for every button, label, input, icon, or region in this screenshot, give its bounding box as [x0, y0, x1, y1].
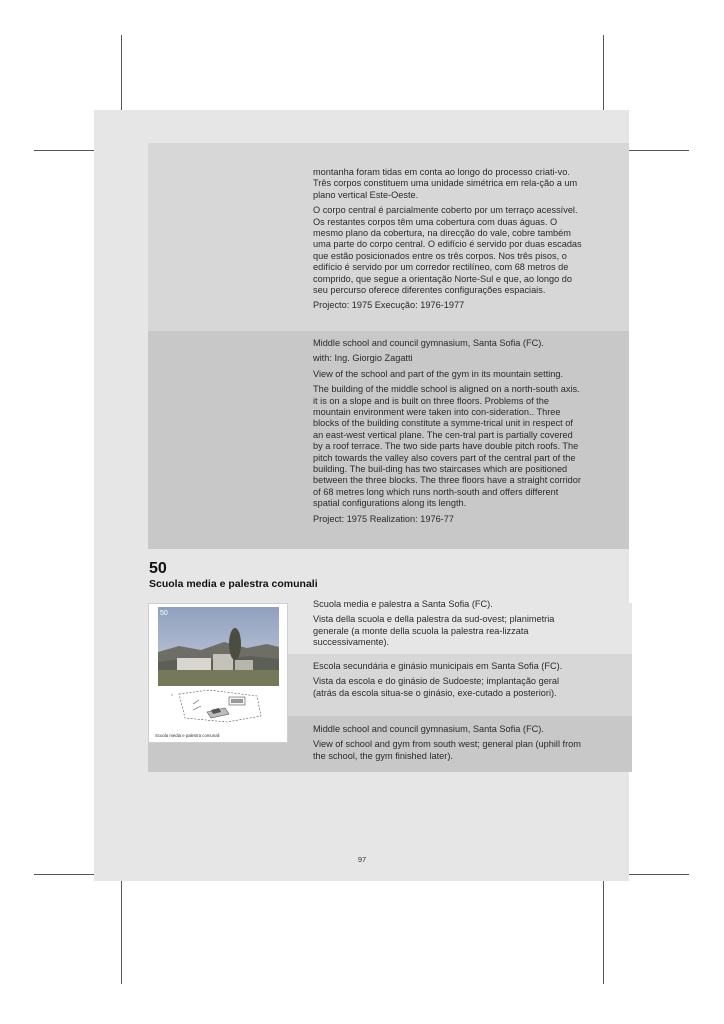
crop-mark-top-left-v [121, 35, 122, 110]
crop-mark-top-right-h [629, 150, 689, 151]
english-paragraph: The building of the middle school is aligned on a north-south axis. it is on a slope and is built on three floors. Problems of the mountain environment were taken into con-sideration.. Three blocks of the building constitute a symme-trical unit in respect of an east-west vertical plane. The cen-tral part is partially covered by a roof terrace. The two side parts have double pitch roofs. The pitch towards the valley also covers part of the central part of the building. The buil-ding has two staircases which are positioned between the three blocks. The three floors have a straight corridor of 68 metres long which runs north-south and offers different spatial configurations along its length. [313, 384, 581, 509]
italian-caption-body: Vista della scuola e della palestra da sud-ovest; planimetria generale (a monte della scuola la palestra rea-lizzata successivamente). [313, 614, 555, 648]
crop-mark-top-right-v [603, 35, 604, 110]
page-number: 97 [357, 855, 367, 864]
crop-mark-bottom-left-v [121, 881, 122, 984]
english-heading: Middle school and council gymnasium, Santa Sofia (FC). [313, 338, 544, 348]
site-plan-drawing [171, 690, 261, 722]
portuguese-paragraph-2: O corpo central é parcialmente coberto por um terraço acessível. Os restantes corpos têm uma cobertura com duas águas. O mesmo plano da cobertura, na direcção do vale, cobre também uma parte do corpo central. O edifício é servido por duas escadas que estão posicionados entre os três corpos. Nos três pisos, o edifício é servido por um corredor rectilíneo, com 68 metros de comprido, que segue a orientação Norte-Sul e que, ao longo do seu percurso oferece diferentes configurações espaciais. [313, 205, 582, 296]
crop-mark-top-left-h [34, 150, 94, 151]
english-description [313, 338, 583, 529]
entry-number: 50 [149, 560, 167, 577]
portuguese-caption [313, 661, 583, 703]
english-project-dates: Project: 1975 Realization: 1976-77 [313, 513, 454, 524]
italian-caption-heading: Scuola media e palestra a Santa Sofia (FC). [313, 599, 493, 609]
portuguese-caption-heading: Escola secundária e ginásio municipais em Santa Sofia (FC). [313, 661, 563, 671]
english-caption-heading: Middle school and council gymnasium, Santa Sofia (FC). [313, 724, 544, 734]
english-caption [313, 724, 583, 766]
italian-caption [313, 599, 583, 653]
crop-mark-bottom-right-h [629, 874, 689, 875]
thumbnail-artwork [149, 604, 287, 742]
portuguese-caption-body: Vista da escola e do ginásio de Sudoeste; implantação geral (atrás da escola situa-se o ginásio, exe-cutado a posteriori). [313, 676, 560, 698]
entry-title: Scuola media e palestra comunali [149, 578, 318, 590]
english-view-caption: View of the school and part of the gym in its mountain setting. [313, 368, 564, 379]
english-caption-body: View of school and gym from south west; general plan (uphill from the school, the gym finished later). [313, 739, 581, 761]
crop-mark-bottom-right-v [603, 881, 604, 984]
portuguese-project-dates: Projecto: 1975 Execução: 1976-1977 [313, 300, 465, 311]
thumbnail-number: 50 [160, 610, 168, 617]
portuguese-description [313, 167, 583, 316]
portuguese-paragraph-1: montanha foram tidas em conta ao longo do processo criati-vo. Três corpos constituem uma unidade simétrica em rela-ção a um plano vertical Este-Oeste. [313, 167, 578, 200]
project-thumbnail [148, 603, 288, 743]
english-collaborator: with: Ing. Giorgio Zagatti [313, 353, 413, 364]
thumbnail-caption: Scuola media e palestra comunali [155, 733, 220, 738]
crop-mark-bottom-left-h [34, 874, 94, 875]
svg-text:N: N [171, 693, 174, 697]
